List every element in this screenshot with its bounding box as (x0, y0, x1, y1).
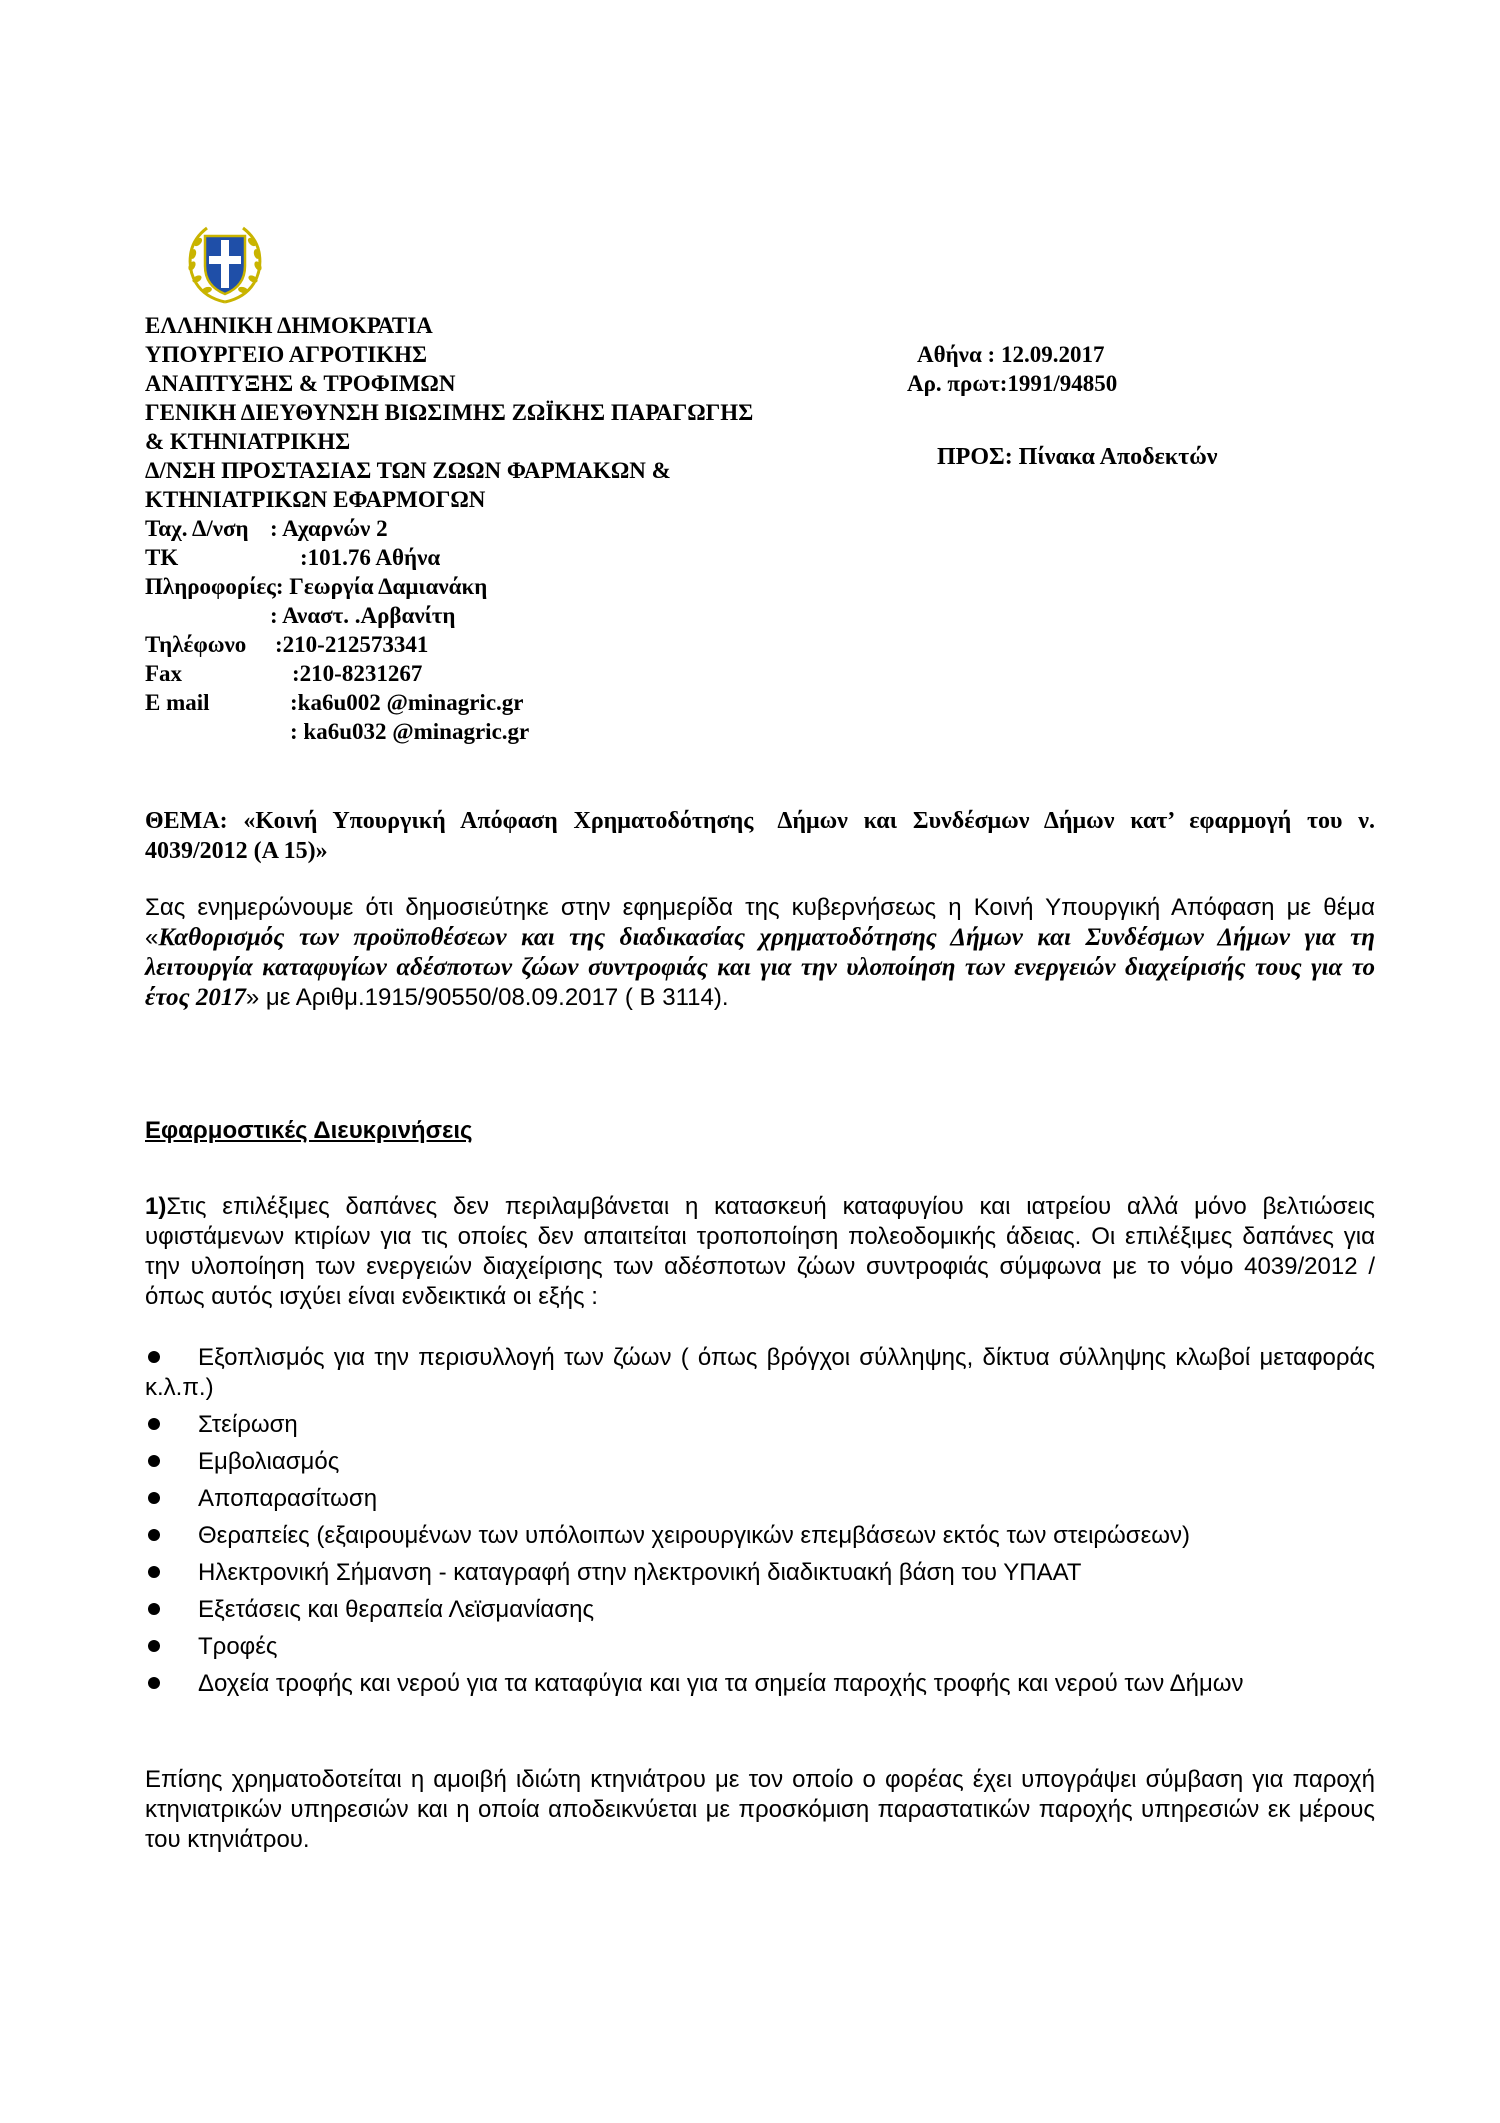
eligible-costs-list (145, 1343, 1375, 1706)
closing-paragraph: Επίσης χρηματοδοτείται η αμοιβή ιδιώτη κτηνιάτρου με τον οποίο ο φορέας έχει υπογράψει σύμβαση για παροχή κτηνιατρικών υπηρεσιών και η οποία αποδεικνύεται με προσκόμιση παραστατικών παροχής υπηρεσιών εκ μέρους του κτηνιάτρου. (145, 1766, 1375, 1853)
document-date: Αθήνα : 12.09.2017 (917, 342, 1105, 367)
header-line: ΥΠΟΥΡΓΕΙΟ ΑΓΡΟΤΙΚΗΣ (145, 342, 428, 367)
list-item: Εξοπλισμός για την περισυλλογή των ζώων ( όπως βρόγχοι σύλληψης, δίκτυα σύλληψης κλωβοί μεταφοράς κ.λ.π.) (145, 1344, 1375, 1401)
bullet-icon (148, 1418, 160, 1430)
email-row (145, 688, 925, 717)
subject-part-1: ΘΕΜΑ: «Κοινή Υπουργική Απόφαση Χρηματοδότησης (145, 808, 754, 834)
address-value: : Αχαρνών 2 (270, 516, 388, 541)
phone-label: Τηλέφωνο (145, 632, 247, 657)
bullet-icon (148, 1492, 160, 1504)
point-text: Στις επιλέξιμες δαπάνες δεν περιλαμβάνεται η κατασκευή καταφυγίου και ιατρείου αλλά μόνο βελτιώσεις υφιστάμενων κτιρίων για τις οποίες δεν απαιτείται τροποποίηση πολεοδομικής άδειας. Οι επιλέξιμες δαπάνες για την υλοποίηση των ενεργειών διαχείρισης των αδέσποτων ζώων συντροφιάς σύμφωνα με το νόμο 4039/2012 /όπως αυτός ισχύει είναι ενδεικτικά οι εξής : (145, 1193, 1375, 1310)
point-number: 1) (145, 1193, 167, 1220)
bullet-icon (148, 1640, 160, 1652)
header-line: & ΚΤΗΝΙΑΤΡΙΚΗΣ (145, 429, 351, 454)
point-1-paragraph (145, 1192, 1375, 1312)
list-item: Τροφές (145, 1632, 1375, 1662)
info-row (145, 572, 925, 601)
list-item: Εμβολιασμός (145, 1447, 1375, 1477)
subject-part-2: Δήμων και Συνδέσμων Δήμων κατ’ εφαρμογή του ν. 4039/2012 (Α 15)» (145, 808, 1376, 864)
email-value-2: : ka6u032 @minagric.gr (290, 719, 530, 744)
postcode-value: :101.76 Αθήνα (300, 545, 441, 570)
email-row-2 (145, 717, 925, 746)
meta-block (907, 340, 1407, 398)
email-label: E mail (145, 690, 210, 715)
list-item: Στείρωση (145, 1410, 1375, 1440)
intro-text-before: Σας ενημερώνουμε ότι δημοσιεύτηκε στην εφημερίδα της κυβερνήσεως η Κοινή Υπουργική Απόφαση με θέμα « (145, 894, 1375, 951)
list-item: Θεραπείες (εξαιρουμένων των υπόλοιπων χειρουργικών επεμβάσεων εκτός των στειρώσεων) (145, 1521, 1375, 1551)
email-value: :ka6u002 @minagric.gr (290, 690, 524, 715)
bullet-icon (148, 1455, 160, 1467)
bullet-icon (148, 1603, 160, 1615)
info-value-2: : Αναστ. .Αρβανίτη (270, 603, 456, 628)
postcode-row (145, 543, 925, 572)
list-item: Εξετάσεις και θεραπεία Λεϊσμανίασης (145, 1595, 1375, 1625)
info-row-2 (145, 601, 925, 630)
bullet-icon (148, 1351, 160, 1363)
list-item: Δοχεία τροφής και νερού για τα καταφύγια και για τα σημεία παροχής τροφής και νερού των Δήμων (145, 1669, 1375, 1699)
emblem-icon (183, 222, 267, 306)
fax-label: Fax (145, 661, 183, 686)
section-heading: Εφαρμοστικές Διευκρινήσεις (145, 1117, 473, 1144)
address-label: Ταχ. Δ/νση (145, 516, 249, 541)
recipient: ΠΡΟΣ: Πίνακα Αποδεκτών (937, 444, 1218, 470)
bullet-icon (148, 1529, 160, 1541)
protocol-number: Αρ. πρωτ:1991/94850 (907, 371, 1118, 396)
fax-row (145, 659, 925, 688)
list-item: Αποπαρασίτωση (145, 1484, 1375, 1514)
info-label: Πληροφορίες: (145, 574, 284, 599)
bullet-icon (148, 1677, 160, 1689)
greek-state-emblem (183, 222, 267, 306)
subject (145, 806, 1375, 866)
header-line: ΚΤΗΝΙΑΤΡΙΚΩΝ ΕΦΑΡΜΟΓΩΝ (145, 487, 486, 512)
header-line: ΕΛΛΗΝΙΚΗ ΔΗΜΟΚΡΑΤΙΑ (145, 313, 433, 338)
phone-value: :210-212573341 (275, 632, 429, 657)
list-item: Ηλεκτρονική Σήμανση - καταγραφή στην ηλεκτρονική διαδικτυακή βάση του ΥΠΑΑΤ (145, 1558, 1375, 1588)
header-line: ΓΕΝΙΚΗ ΔΙΕΥΘΥΝΣΗ ΒΙΩΣΙΜΗΣ ΖΩΪΚΗΣ ΠΑΡΑΓΩΓΗΣ (145, 400, 754, 425)
info-value: Γεωργία Δαμιανάκη (289, 574, 488, 599)
postcode-label: ΤΚ (145, 545, 179, 570)
bullet-icon (148, 1566, 160, 1578)
fax-value: :210-8231267 (292, 661, 423, 686)
intro-paragraph (145, 893, 1375, 1013)
header-line: ΑΝΑΠΤΥΞΗΣ & ΤΡΟΦΙΜΩΝ (145, 371, 456, 396)
decision-title: Καθορισμός των προϋποθέσεων και της διαδικασίας χρηματοδότησης Δήμων και Συνδέσμων Δήμων για τη λειτουργία καταφυγίων αδέσποτων ζώων συντροφιάς και για την υλοποίηση των ενεργειών διαχείρισής τους για το έτος 2017 (145, 924, 1375, 1011)
sender-block (145, 311, 925, 746)
phone-row (145, 630, 925, 659)
intro-text-after: » με Αριθμ.1915/90550/08.09.2017 ( Β 3114). (245, 984, 729, 1011)
header-line: Δ/ΝΣΗ ΠΡΟΣΤΑΣΙΑΣ ΤΩΝ ΖΩΩΝ ΦΑΡΜΑΚΩΝ & (145, 458, 671, 483)
address-row (145, 514, 925, 543)
